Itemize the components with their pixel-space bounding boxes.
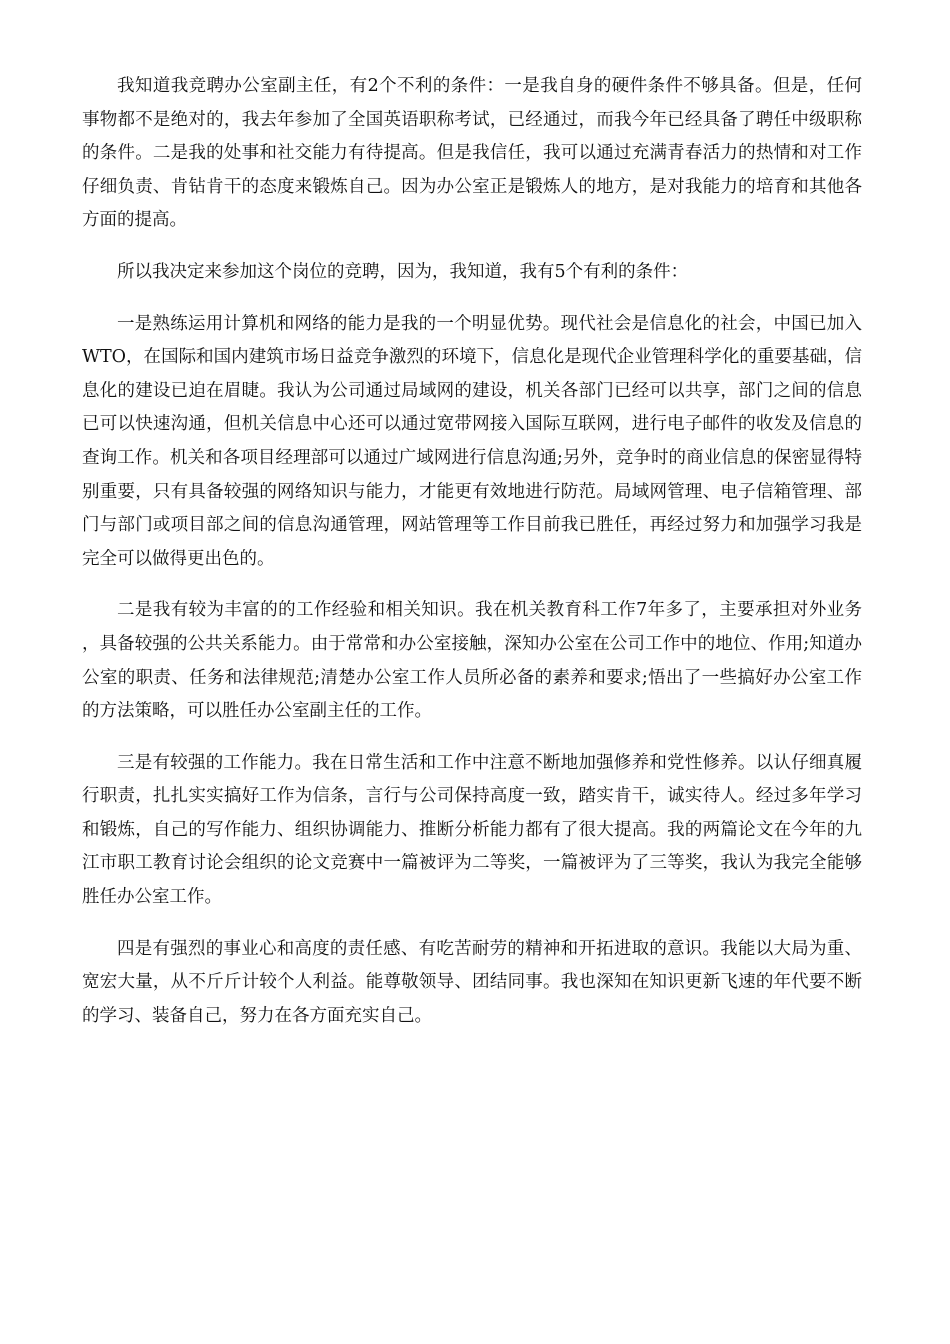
document-page	[82, 70, 862, 1051]
paragraph-advantage-two: 二是我有较为丰富的的工作经验和相关知识。我在机关教育科工作7年多了，主要承担对外业务，具备较强的公共关系能力。由于常常和办公室接触，深知办公室在公司工作中的地位、作用;知道办公室的职责、任务和法律规范;清楚办公室工作人员所必备的素养和要求;悟出了一些搞好办公室工作的方法策略，可以胜任办公室副主任的工作。	[82, 600, 862, 722]
paragraph-decision: 所以我决定来参加这个岗位的竞聘，因为，我知道，我有5个有利的条件：	[117, 261, 689, 282]
paragraph-advantage-one: 一是熟练运用计算机和网络的能力是我的一个明显优势。现代社会是信息化的社会，中国已加入WTO，在国际和国内建筑市场日益竞争激烈的环境下，信息化是现代企业管理科学化的重要基础，信息化的建设已迫在眉睫。我认为公司通过局域网的建设，机关各部门已经可以共享，部门之间的信息已可以快速沟通，但机关信息中心还可以通过宽带网接入国际互联网，进行电子邮件的收发及信息的查询工作。机关和各项目经理部可以通过广域网进行信息沟通;另外，竞争时的商业信息的保密显得特别重要，只有具备较强的网络知识与能力，才能更有效地进行防范。局域网管理、电子信箱管理、部门与部门或项目部之间的信息沟通管理，网站管理等工作目前我已胜任，再经过努力和加强学习我是完全可以做得更出色的。	[82, 313, 862, 569]
paragraph-advantage-four: 四是有强烈的事业心和高度的责任感、有吃苦耐劳的精神和开拓进取的意识。我能以大局为重、宽宏大量，从不斤斤计较个人利益。能尊敬领导、团结同事。我也深知在知识更新飞速的年代要不断的学习、装备自己，努力在各方面充实自己。	[82, 938, 862, 1026]
paragraph-disadvantages: 我知道我竞聘办公室副主任，有2个不利的条件：一是我自身的硬件条件不够具备。但是，任何事物都不是绝对的，我去年参加了全国英语职称考试，已经通过，而我今年已经具备了聘任中级职称的条件。二是我的处事和社交能力有待提高。但是我信任，我可以通过充满青春活力的热情和对工作仔细负责、肯钻肯干的态度来锻炼自己。因为办公室正是锻炼人的地方，是对我能力的培育和其他各方面的提高。	[82, 76, 862, 231]
paragraph-advantage-three: 三是有较强的工作能力。我在日常生活和工作中注意不断地加强修养和党性修养。以认仔细真履行职责，扎扎实实搞好工作为信条，言行与公司保持高度一致，踏实肯干，诚实待人。经过多年学习和锻炼，自己的写作能力、组织协调能力、推断分析能力都有了很大提高。我的两篇论文在今年的九江市职工教育讨论会组织的论文竞赛中一篇被评为二等奖，一篇被评为了三等奖，我认为我完全能够胜任办公室工作。	[82, 752, 862, 908]
